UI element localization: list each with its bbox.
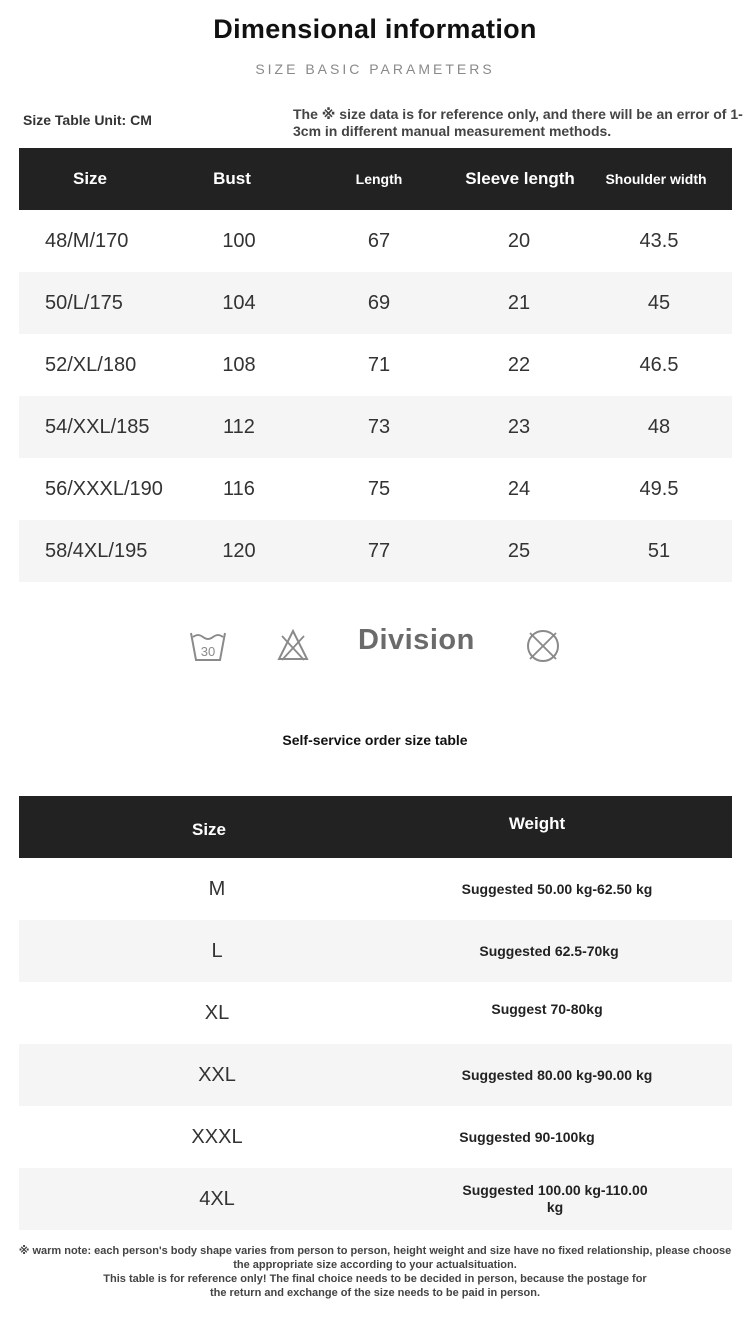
cell-shoulder: 48 bbox=[647, 415, 671, 438]
cell-length: 75 bbox=[367, 477, 391, 500]
cell-size: XXXL bbox=[191, 1125, 243, 1148]
cell-bust: 108 bbox=[222, 353, 256, 376]
cell-weight: Suggested 80.00 kg-90.00 kg bbox=[461, 1066, 653, 1083]
cell-size: 48/M/170 bbox=[45, 229, 129, 252]
table-row bbox=[19, 272, 732, 334]
warm-note bbox=[0, 1244, 750, 1300]
table-row bbox=[19, 1168, 732, 1230]
cell-sleeve: 25 bbox=[507, 539, 531, 562]
warm-note-line-4: the return and exchange of the size needs to be paid in person. bbox=[209, 1287, 541, 1299]
cell-size: 58/4XL/195 bbox=[45, 539, 148, 562]
cell-bust: 104 bbox=[222, 291, 256, 314]
cell-shoulder: 51 bbox=[647, 539, 671, 562]
cell-length: 73 bbox=[367, 415, 391, 438]
cell-length: 77 bbox=[367, 539, 391, 562]
table-row bbox=[19, 396, 732, 458]
cell-sleeve: 23 bbox=[507, 415, 531, 438]
table-row bbox=[19, 334, 732, 396]
cell-sleeve: 24 bbox=[507, 477, 531, 500]
cell-size: 56/XXXL/190 bbox=[45, 477, 163, 500]
order-table-title: Self-service order size table bbox=[282, 732, 468, 748]
cell-sleeve: 22 bbox=[507, 353, 531, 376]
cell-weight: Suggested 90-100kg bbox=[459, 1128, 595, 1145]
cell-shoulder: 46.5 bbox=[639, 353, 679, 376]
table-row bbox=[19, 520, 732, 582]
cell-shoulder: 49.5 bbox=[639, 477, 679, 500]
cell-sleeve: 21 bbox=[507, 291, 531, 314]
table-row bbox=[19, 858, 732, 920]
cell-bust: 100 bbox=[222, 229, 256, 252]
table-row bbox=[19, 1106, 732, 1168]
col-length: Length bbox=[355, 171, 403, 187]
cell-shoulder: 43.5 bbox=[639, 229, 679, 252]
cell-weight: Suggested 50.00 kg-62.50 kg bbox=[461, 880, 653, 897]
cell-weight: Suggest 70-80kg bbox=[491, 1000, 603, 1017]
cell-weight: Suggested 62.5-70kg bbox=[479, 942, 619, 959]
wash-30-icon bbox=[188, 628, 228, 664]
cell-size: XL bbox=[204, 1001, 230, 1024]
cell-weight: Suggested 100.00 kg-110.00 kg bbox=[462, 1182, 648, 1215]
cell-shoulder: 45 bbox=[647, 291, 671, 314]
cell-size: XXL bbox=[198, 1063, 236, 1086]
table-row bbox=[19, 920, 732, 982]
warm-note-line-1: ※ warm note: each person's body shape varies from person to person, height weight and size have no fixed relationship, please choose bbox=[18, 1245, 732, 1257]
cell-size: M bbox=[208, 877, 226, 900]
order-size-table bbox=[19, 796, 732, 1231]
col-size: Size bbox=[191, 820, 227, 839]
col-bust: Bust bbox=[213, 169, 251, 188]
table-row bbox=[19, 210, 732, 272]
cell-bust: 116 bbox=[223, 477, 255, 500]
cell-bust: 112 bbox=[223, 415, 255, 438]
page-title: Dimensional information bbox=[213, 14, 537, 44]
unit-label: Size Table Unit: CM bbox=[23, 112, 152, 128]
table-row bbox=[19, 982, 732, 1044]
cell-length: 69 bbox=[367, 291, 391, 314]
size-table-header bbox=[19, 148, 732, 210]
reference-note: The ※ size data is for reference only, and there will be an error of 1-3cm in different manual measurement methods. bbox=[293, 106, 743, 139]
order-table-header bbox=[19, 796, 732, 858]
table-row bbox=[19, 458, 732, 520]
cell-size: L bbox=[211, 939, 223, 962]
col-sleeve-length: Sleeve length bbox=[465, 169, 575, 188]
cell-bust: 120 bbox=[222, 539, 256, 562]
division-label: Division bbox=[358, 624, 475, 656]
col-shoulder-width: Shoulder width bbox=[605, 171, 707, 187]
cell-size: 4XL bbox=[199, 1187, 235, 1210]
cell-length: 71 bbox=[367, 353, 391, 376]
size-table bbox=[19, 148, 732, 581]
cell-length: 67 bbox=[367, 229, 391, 252]
warm-note-line-2: the appropriate size according to your actualsituation. bbox=[233, 1259, 517, 1271]
cell-size: 52/XL/180 bbox=[45, 353, 137, 376]
cell-sleeve: 20 bbox=[507, 229, 531, 252]
no-dry-clean-icon bbox=[525, 628, 561, 664]
warm-note-line-3: This table is for reference only! The final choice needs to be decided in person, because the postage for bbox=[103, 1273, 647, 1285]
table-row bbox=[19, 1044, 732, 1106]
cell-size: 54/XXL/185 bbox=[45, 415, 150, 438]
cell-size: 50/L/175 bbox=[45, 291, 123, 314]
wash-temp-label: 30 bbox=[200, 644, 216, 659]
col-weight: Weight bbox=[508, 814, 566, 833]
no-bleach-icon bbox=[276, 628, 310, 662]
page-subtitle: SIZE BASIC PARAMETERS bbox=[255, 61, 495, 77]
col-size: Size bbox=[72, 169, 108, 188]
